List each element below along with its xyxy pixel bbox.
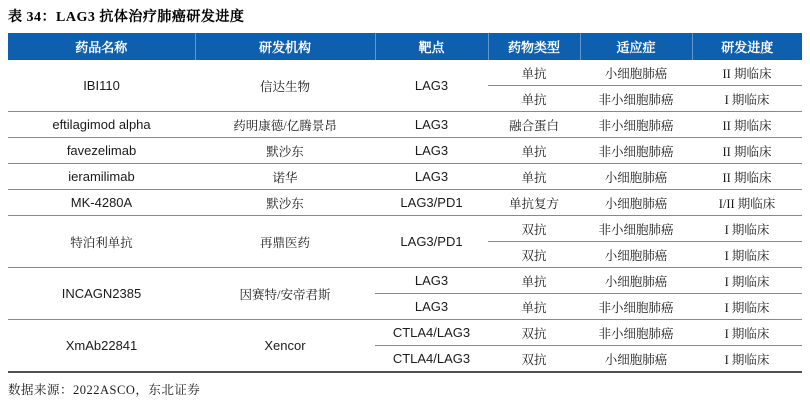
indication-cell: 非小细胞肺癌 — [580, 294, 692, 320]
progress-cell: II 期临床 — [692, 60, 802, 86]
drug-name-cell: ieramilimab — [8, 164, 195, 190]
indication-cell: 非小细胞肺癌 — [580, 320, 692, 346]
table-row — [8, 268, 802, 294]
table-row — [8, 112, 802, 138]
developer-cell: 信达生物 — [195, 60, 375, 112]
indication-cell: 非小细胞肺癌 — [580, 138, 692, 164]
column-header-target: 靶点 — [375, 33, 488, 60]
progress-cell: II 期临床 — [692, 164, 802, 190]
developer-cell: 默沙东 — [195, 190, 375, 216]
column-header-drug-type: 药物类型 — [488, 33, 580, 60]
drug-type-cell: 双抗 — [488, 242, 580, 268]
drug-type-cell: 单抗 — [488, 164, 580, 190]
column-header-developer: 研发机构 — [195, 33, 375, 60]
column-header-progress: 研发进度 — [692, 33, 802, 60]
column-header-indication: 适应症 — [580, 33, 692, 60]
drug-name-cell: favezelimab — [8, 138, 195, 164]
lag3-pipeline-table — [8, 33, 802, 372]
developer-cell: 再鼎医药 — [195, 216, 375, 268]
table-row — [8, 216, 802, 242]
table-row — [8, 138, 802, 164]
drug-type-cell: 双抗 — [488, 320, 580, 346]
table-body — [8, 60, 802, 372]
developer-cell: 药明康德/亿腾景昂 — [195, 112, 375, 138]
table-row — [8, 190, 802, 216]
indication-cell: 小细胞肺癌 — [580, 346, 692, 372]
table-row — [8, 320, 802, 346]
progress-cell: I 期临床 — [692, 216, 802, 242]
target-cell: LAG3 — [375, 138, 488, 164]
indication-cell: 小细胞肺癌 — [580, 190, 692, 216]
progress-cell: II 期临床 — [692, 138, 802, 164]
indication-cell: 小细胞肺癌 — [580, 60, 692, 86]
drug-type-cell: 单抗 — [488, 138, 580, 164]
target-cell: CTLA4/LAG3 — [375, 346, 488, 372]
progress-cell: I 期临床 — [692, 294, 802, 320]
target-cell: LAG3 — [375, 112, 488, 138]
drug-type-cell: 单抗 — [488, 86, 580, 112]
drug-name-cell: eftilagimod alpha — [8, 112, 195, 138]
progress-cell: I 期临床 — [692, 242, 802, 268]
progress-cell: II 期临床 — [692, 112, 802, 138]
table-title: 表 34：LAG3 抗体治疗肺癌研发进度 — [8, 10, 245, 25]
indication-cell: 非小细胞肺癌 — [580, 112, 692, 138]
drug-type-cell: 双抗 — [488, 346, 580, 372]
target-cell: LAG3 — [375, 164, 488, 190]
target-cell: LAG3 — [375, 60, 488, 112]
developer-cell: 诺华 — [195, 164, 375, 190]
indication-cell: 小细胞肺癌 — [580, 268, 692, 294]
drug-name-cell: INCAGN2385 — [8, 268, 195, 320]
target-cell: LAG3/PD1 — [375, 190, 488, 216]
indication-cell: 非小细胞肺癌 — [580, 86, 692, 112]
drug-name-cell: XmAb22841 — [8, 320, 195, 372]
table-row — [8, 60, 802, 86]
target-cell: LAG3 — [375, 268, 488, 294]
data-source: 数据来源：2022ASCO，东北证券 — [8, 383, 201, 397]
table-header-row — [8, 33, 802, 60]
progress-cell: I 期临床 — [692, 268, 802, 294]
drug-name-cell: MK-4280A — [8, 190, 195, 216]
drug-name-cell: IBI110 — [8, 60, 195, 112]
column-header-drug-name: 药品名称 — [8, 33, 195, 60]
indication-cell: 非小细胞肺癌 — [580, 216, 692, 242]
table-bottom-rule — [8, 371, 802, 373]
progress-cell: I/II 期临床 — [692, 190, 802, 216]
progress-cell: I 期临床 — [692, 320, 802, 346]
developer-cell: 默沙东 — [195, 138, 375, 164]
drug-type-cell: 单抗 — [488, 60, 580, 86]
target-cell: CTLA4/LAG3 — [375, 320, 488, 346]
drug-type-cell: 单抗复方 — [488, 190, 580, 216]
target-cell: LAG3/PD1 — [375, 216, 488, 268]
progress-cell: I 期临床 — [692, 86, 802, 112]
progress-cell: I 期临床 — [692, 346, 802, 372]
table-row — [8, 164, 802, 190]
indication-cell: 小细胞肺癌 — [580, 242, 692, 268]
drug-type-cell: 单抗 — [488, 294, 580, 320]
drug-name-cell: 特泊利单抗 — [8, 216, 195, 268]
report-page — [0, 8, 810, 398]
drug-type-cell: 单抗 — [488, 268, 580, 294]
developer-cell: 因赛特/安帝君斯 — [195, 268, 375, 320]
developer-cell: Xencor — [195, 320, 375, 372]
target-cell: LAG3 — [375, 294, 488, 320]
drug-type-cell: 融合蛋白 — [488, 112, 580, 138]
drug-type-cell: 双抗 — [488, 216, 580, 242]
indication-cell: 小细胞肺癌 — [580, 164, 692, 190]
